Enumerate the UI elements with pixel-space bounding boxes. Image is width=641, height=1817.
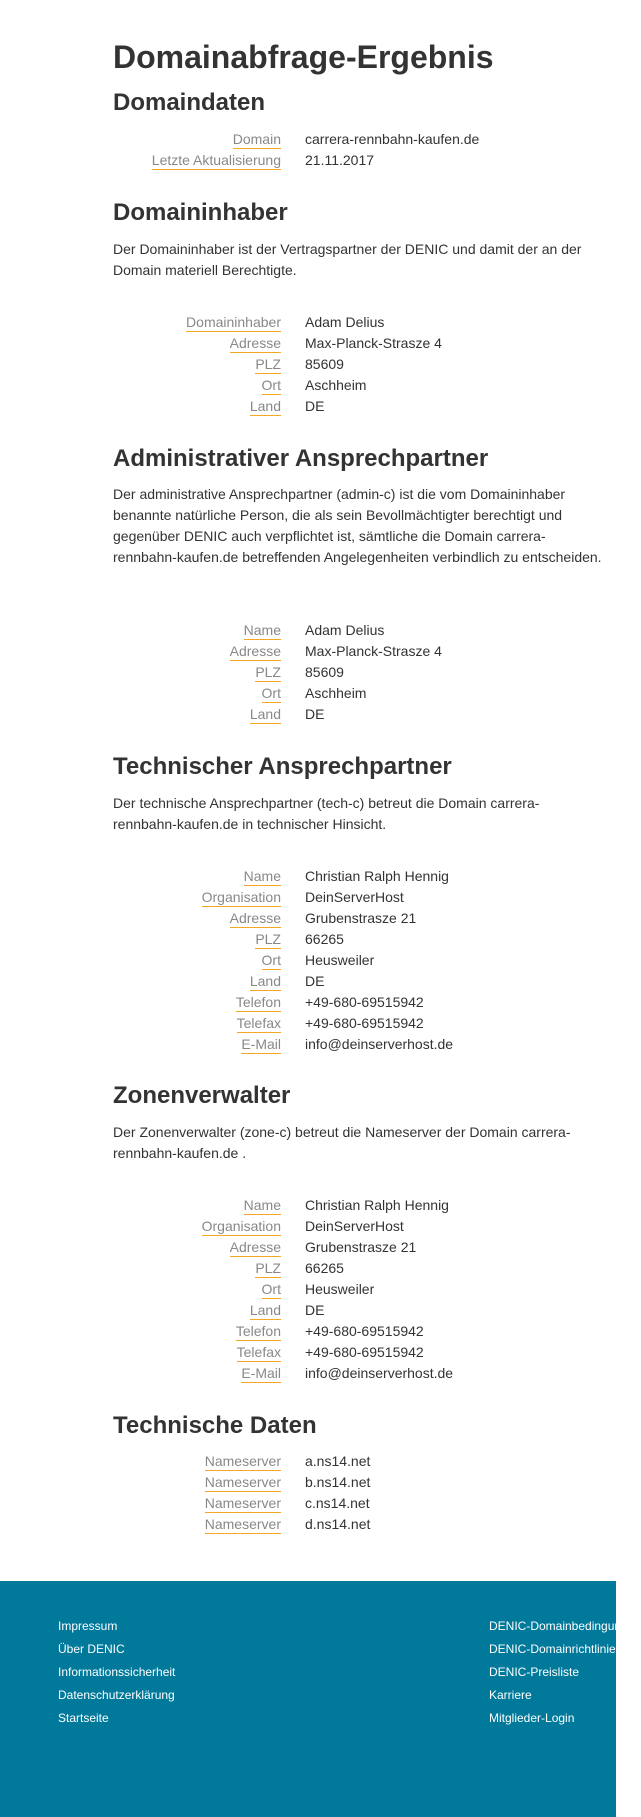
detail-label: Ort [261, 377, 281, 393]
detail-value: DeinServerHost [305, 1218, 404, 1234]
detail-label: Adresse [229, 1239, 281, 1255]
page-title: Domainabfrage-Ergebnis [113, 39, 494, 75]
detail-value: d.ns14.net [305, 1516, 371, 1532]
detail-label: Domain [232, 131, 281, 147]
detail-label: Name [243, 622, 281, 638]
detail-value: b.ns14.net [305, 1474, 371, 1490]
detail-value: 21.11.2017 [305, 152, 375, 168]
detail-row [113, 1035, 603, 1056]
detail-label: Nameserver [204, 1453, 281, 1469]
detail-row [113, 313, 603, 334]
detail-label: PLZ [255, 664, 281, 680]
detail-row [113, 376, 603, 397]
detail-row [113, 1301, 603, 1322]
detail-label: Ort [261, 1281, 281, 1297]
detail-value: carrera-rennbahn-kaufen.de [305, 131, 480, 147]
detail-row [113, 684, 603, 705]
inhaber-description: Der Domaininhaber ist der Vertragspartner der DENIC und damit der an der Domain materiell Berechtigte. [113, 241, 582, 278]
detail-row [113, 355, 603, 376]
footer-link-karriere[interactable]: Karriere [489, 1688, 532, 1702]
footer-link-datenschutz[interactable]: Datenschutzerklärung [58, 1688, 175, 1702]
detail-row [113, 951, 603, 972]
detail-value: Aschheim [305, 377, 367, 393]
detail-value: +49-680-69515942 [305, 994, 424, 1010]
detail-value: Grubenstrasze 21 [305, 910, 417, 926]
detail-row [113, 705, 603, 726]
detail-label: E-Mail [241, 1036, 281, 1052]
detail-value: Heusweiler [305, 1281, 375, 1297]
footer-links-left [58, 1615, 175, 1730]
detail-value: +49-680-69515942 [305, 1323, 424, 1339]
footer-link-domainbedingungen[interactable]: DENIC-Domainbedingungen [489, 1619, 641, 1633]
detail-label: Land [249, 973, 281, 989]
zone-description: Der Zonenverwalter (zone-c) betreut die Nameserver der Domain carrera-rennbahn-kaufen.de . [113, 1124, 571, 1161]
detail-row [113, 1280, 603, 1301]
detail-label: Land [249, 1302, 281, 1318]
detail-label: PLZ [255, 931, 281, 947]
detail-value: 66265 [305, 931, 344, 947]
detail-value: Max-Planck-Strasze 4 [305, 643, 442, 659]
detail-row [113, 151, 603, 172]
detail-row [113, 888, 603, 909]
detail-label: Organisation [201, 1218, 281, 1234]
detail-row [113, 1196, 603, 1217]
detail-value: DE [305, 706, 325, 722]
detail-value: Grubenstrasze 21 [305, 1239, 417, 1255]
admin-description: Der administrative Ansprechpartner (admin-c) ist die vom Domaininhaber benannte natürliche Person, die als sein Bevollmächtigter berechtigt und gegenüber DENIC auch verpflichtet ist, sämtliche die Domain carrera-rennbahn-kaufen.de betreffenden Angelegenheiten verbindlich zu entscheiden. [113, 486, 602, 565]
detail-label: Adresse [229, 643, 281, 659]
detail-value: Max-Planck-Strasze 4 [305, 335, 442, 351]
detail-row [113, 1452, 603, 1473]
detail-value: 85609 [305, 664, 344, 680]
detail-row [113, 1238, 603, 1259]
detail-row [113, 930, 603, 951]
detail-row [113, 130, 603, 151]
detail-value: 85609 [305, 356, 344, 372]
detail-row [113, 867, 603, 888]
detail-label: E-Mail [241, 1365, 281, 1381]
detail-label: Adresse [229, 335, 281, 351]
detail-value: +49-680-69515942 [305, 1344, 424, 1360]
detail-value: Christian Ralph Hennig [305, 1197, 449, 1213]
detail-row [113, 1217, 603, 1238]
detail-value: DE [305, 973, 325, 989]
footer-link-mitglieder-login[interactable]: Mitglieder-Login [489, 1711, 575, 1725]
detail-value: Heusweiler [305, 952, 375, 968]
techdaten-heading: Technische Daten [113, 1412, 317, 1439]
techdaten-list [113, 1452, 603, 1536]
admin-list [113, 621, 603, 726]
tech-description: Der technische Ansprechpartner (tech-c) betreut die Domain carrera-rennbahn-kaufen.de in technischer Hinsicht. [113, 795, 540, 832]
detail-label: Nameserver [204, 1495, 281, 1511]
detail-label: Name [243, 868, 281, 884]
detail-row [113, 1494, 603, 1515]
detail-row [113, 397, 603, 418]
detail-label: Organisation [201, 889, 281, 905]
detail-row [113, 909, 603, 930]
detail-value: DE [305, 1302, 325, 1318]
inhaber-heading: Domaininhaber [113, 199, 288, 226]
zone-list [113, 1196, 603, 1385]
detail-label: Adresse [229, 910, 281, 926]
footer-link-ueber-denic[interactable]: Über DENIC [58, 1642, 125, 1656]
detail-label: Land [249, 706, 281, 722]
tech-list [113, 867, 603, 1056]
footer-link-impressum[interactable]: Impressum [58, 1619, 118, 1633]
detail-value: DeinServerHost [305, 889, 404, 905]
detail-row [113, 1014, 603, 1035]
detail-row [113, 642, 603, 663]
footer-links-right [489, 1615, 641, 1730]
detail-row [113, 1364, 603, 1385]
tech-heading: Technischer Ansprechpartner [113, 753, 452, 780]
detail-value: Christian Ralph Hennig [305, 868, 449, 884]
footer-link-startseite[interactable]: Startseite [58, 1711, 109, 1725]
detail-value: +49-680-69515942 [305, 1015, 424, 1031]
site-footer [0, 1581, 641, 1817]
footer-link-preisliste[interactable]: DENIC-Preisliste [489, 1665, 580, 1679]
detail-row [113, 1343, 603, 1364]
detail-row [113, 1322, 603, 1343]
detail-row [113, 1259, 603, 1280]
detail-value: c.ns14.net [305, 1495, 370, 1511]
detail-value: Aschheim [305, 685, 367, 701]
detail-label: Ort [261, 952, 281, 968]
detail-value: info@deinserverhost.de [305, 1036, 454, 1052]
detail-row [113, 1515, 603, 1536]
detail-label: PLZ [255, 1260, 281, 1276]
detail-label: Ort [261, 685, 281, 701]
detail-label: Domaininhaber [186, 314, 281, 330]
footer-link-domainrichtlinien[interactable]: DENIC-Domainrichtlinien [489, 1642, 623, 1656]
detail-label: Name [243, 1197, 281, 1213]
detail-value: 66265 [305, 1260, 344, 1276]
detail-label: Telefon [235, 1323, 281, 1339]
detail-row [113, 972, 603, 993]
detail-row [113, 1473, 603, 1494]
detail-label: PLZ [255, 356, 281, 372]
zone-heading: Zonenverwalter [113, 1082, 291, 1109]
detail-row [113, 993, 603, 1014]
detail-label: Letzte Aktualisierung [151, 152, 281, 168]
domaindaten-list [113, 130, 603, 172]
detail-label: Telefax [236, 1344, 281, 1360]
domaindaten-heading: Domaindaten [113, 89, 266, 116]
detail-label: Telefax [236, 1015, 281, 1031]
inhaber-list [113, 313, 603, 418]
detail-value: a.ns14.net [305, 1453, 371, 1469]
detail-value: Adam Delius [305, 314, 385, 330]
detail-row [113, 663, 603, 684]
detail-row [113, 334, 603, 355]
detail-value: Adam Delius [305, 622, 385, 638]
detail-label: Nameserver [204, 1516, 281, 1532]
detail-label: Land [249, 398, 281, 414]
detail-label: Telefon [235, 994, 281, 1010]
detail-value: DE [305, 398, 325, 414]
detail-label: Nameserver [204, 1474, 281, 1490]
footer-link-informationssicherheit[interactable]: Informationssicherheit [58, 1665, 176, 1679]
detail-value: info@deinserverhost.de [305, 1365, 454, 1381]
detail-row [113, 621, 603, 642]
admin-heading: Administrativer Ansprechpartner [113, 445, 489, 472]
